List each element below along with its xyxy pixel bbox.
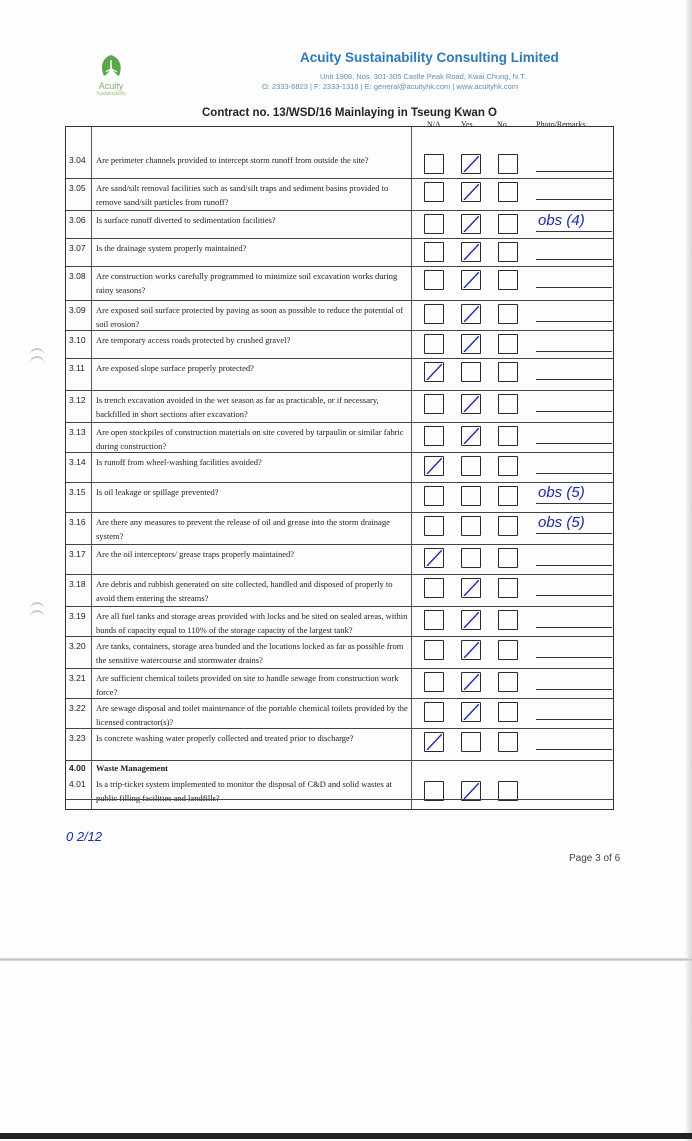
row-divider bbox=[66, 358, 613, 359]
remarks-line bbox=[536, 533, 612, 534]
checkbox-no[interactable] bbox=[498, 732, 518, 752]
row-divider bbox=[66, 390, 613, 391]
scan-fold-line bbox=[0, 958, 692, 961]
checkbox-na[interactable] bbox=[424, 548, 444, 568]
checkbox-yes[interactable] bbox=[461, 242, 481, 262]
remarks-line bbox=[536, 595, 612, 596]
col-header-no: No bbox=[497, 120, 507, 129]
checkbox-yes[interactable] bbox=[461, 426, 481, 446]
scan-bottom-edge bbox=[0, 1133, 692, 1139]
checkbox-no[interactable] bbox=[498, 486, 518, 506]
company-address: Unit 1908, Nos. 301-305 Castle Peak Road, Kwai Chung, N.T. bbox=[320, 72, 526, 81]
item-question: Are sewage disposal and toilet maintenance of the portable chemical toilets provided by the licensed contractor(s)? bbox=[96, 703, 408, 727]
checklist-table bbox=[65, 126, 614, 810]
col-header-na: N/A bbox=[427, 120, 441, 129]
checkbox-na[interactable] bbox=[424, 732, 444, 752]
checkbox-yes[interactable] bbox=[461, 672, 481, 692]
row-divider bbox=[66, 422, 613, 423]
item-question: Are tanks, containers, storage area bunded and the locations locked as far as possible from the sensitive watercourse and stormwater drains? bbox=[96, 641, 404, 665]
row-divider bbox=[66, 668, 613, 669]
pen-tick-mark bbox=[463, 704, 479, 720]
item-question: Is surface runoff diverted to sedimentation facilities? bbox=[96, 215, 276, 225]
pen-tick-mark bbox=[463, 674, 479, 690]
col-header-remarks: Photo/Remarks bbox=[536, 120, 586, 129]
remarks-line bbox=[536, 749, 612, 750]
checkbox-na[interactable] bbox=[424, 426, 444, 446]
checkbox-no[interactable] bbox=[498, 640, 518, 660]
row-divider bbox=[66, 482, 613, 483]
checkbox-yes[interactable] bbox=[461, 304, 481, 324]
row-divider bbox=[66, 574, 613, 575]
remarks-line bbox=[536, 411, 612, 412]
remarks-line bbox=[536, 351, 612, 352]
col-header-yes: Yes bbox=[461, 120, 473, 129]
pen-tick-mark bbox=[463, 336, 479, 352]
item-question: Are there any measures to prevent the release of oil and grease into the storm drainage system? bbox=[96, 517, 390, 541]
item-number: 3.16 bbox=[69, 517, 86, 527]
pen-tick-mark bbox=[463, 428, 479, 444]
pen-tick-mark bbox=[463, 216, 479, 232]
item-number: 4.01 bbox=[69, 779, 86, 789]
checkbox-na[interactable] bbox=[424, 154, 444, 174]
row-divider bbox=[66, 728, 613, 729]
punch-hole-mark bbox=[30, 356, 44, 366]
checkbox-yes[interactable] bbox=[461, 270, 481, 290]
checkbox-yes[interactable] bbox=[461, 781, 481, 801]
item-question: Is a trip-ticket system implemented to monitor the disposal of C&D and solid wastes at public filling facilities and landfills? bbox=[96, 779, 393, 803]
item-number: 3.13 bbox=[69, 427, 86, 437]
item-number: 3.17 bbox=[69, 549, 86, 559]
item-question: Are exposed soil surface protected by paving as soon as possible to reduce the potential of soil erosion? bbox=[96, 305, 404, 329]
remarks-line bbox=[536, 379, 612, 380]
item-question: Is concrete washing water properly collected and treated prior to discharge? bbox=[96, 733, 354, 743]
checkbox-yes[interactable] bbox=[461, 214, 481, 234]
contract-title: Contract no. 13/WSD/16 Mainlaying in Tseung Kwan O bbox=[202, 107, 497, 119]
item-number: 3.14 bbox=[69, 457, 86, 467]
item-question: Are perimeter channels provided to intercept storm runoff from outside the site? bbox=[96, 155, 369, 165]
checkbox-no[interactable] bbox=[498, 781, 518, 801]
checkbox-no[interactable] bbox=[498, 394, 518, 414]
pen-tick-mark bbox=[463, 184, 479, 200]
logo-word: Acuity bbox=[98, 81, 124, 91]
checkbox-na[interactable] bbox=[424, 610, 444, 630]
item-question: Is the drainage system properly maintained? bbox=[96, 243, 247, 253]
section-title: Waste Management bbox=[96, 763, 169, 773]
row-divider bbox=[66, 698, 613, 699]
remarks-line bbox=[536, 321, 612, 322]
company-logo bbox=[86, 52, 136, 107]
remarks-line bbox=[536, 259, 612, 260]
item-question: Are construction works carefully programmed to minimize soil excavation works during rainy seasons? bbox=[96, 271, 398, 295]
checkbox-yes[interactable] bbox=[461, 394, 481, 414]
checkbox-yes[interactable] bbox=[461, 154, 481, 174]
checkbox-na[interactable] bbox=[424, 516, 444, 536]
item-question: Is trench excavation avoided in the wet season as far as practicable, or if necessary, backfilled in short sections after excavation? bbox=[96, 395, 379, 419]
punch-hole-mark bbox=[30, 610, 44, 620]
item-question: Are debris and rubbish generated on site collected, handled and disposed of properly to avoid them entering the streams? bbox=[96, 579, 393, 603]
item-question: Are exposed slope surface properly protected? bbox=[96, 363, 254, 373]
handwritten-remark: obs (5) bbox=[538, 514, 585, 531]
item-number: 3.22 bbox=[69, 703, 86, 713]
checkbox-no[interactable] bbox=[498, 334, 518, 354]
checkbox-yes[interactable] bbox=[461, 182, 481, 202]
item-number: 3.04 bbox=[69, 155, 86, 165]
pen-tick-mark bbox=[426, 550, 442, 566]
row-divider bbox=[66, 300, 613, 301]
checkbox-yes[interactable] bbox=[461, 548, 481, 568]
checkbox-na[interactable] bbox=[424, 486, 444, 506]
checkbox-na[interactable] bbox=[424, 214, 444, 234]
remarks-line bbox=[536, 171, 612, 172]
checkbox-na[interactable] bbox=[424, 702, 444, 722]
item-question: Is oil leakage or spillage prevented? bbox=[96, 487, 219, 497]
item-question: Are the oil interceptors/ grease traps properly maintained? bbox=[96, 549, 295, 559]
item-number: 3.19 bbox=[69, 611, 86, 621]
pen-tick-mark bbox=[426, 364, 442, 380]
item-number: 3.05 bbox=[69, 183, 86, 193]
handwritten-note: 0 2/12 bbox=[66, 829, 103, 844]
checkbox-na[interactable] bbox=[424, 242, 444, 262]
row-divider bbox=[66, 210, 613, 211]
checkbox-no[interactable] bbox=[498, 548, 518, 568]
checkbox-no[interactable] bbox=[498, 242, 518, 262]
company-name: Acuity Sustainability Consulting Limited bbox=[300, 50, 559, 65]
pen-tick-mark bbox=[463, 244, 479, 260]
checkbox-yes[interactable] bbox=[461, 486, 481, 506]
checkbox-no[interactable] bbox=[498, 702, 518, 722]
checkbox-yes[interactable] bbox=[461, 516, 481, 536]
checkbox-no[interactable] bbox=[498, 672, 518, 692]
logo-subword: Sustainability bbox=[96, 91, 126, 97]
remarks-line bbox=[536, 503, 612, 504]
remarks-line bbox=[536, 231, 612, 232]
checkbox-yes[interactable] bbox=[461, 578, 481, 598]
item-question: Are all fuel tanks and storage areas provided with locks and be sited on sealed areas, within bunds of capacity equal to 110% of the storage capacity of the largest tank? bbox=[96, 611, 408, 635]
leaf-logo-icon bbox=[96, 52, 126, 82]
checkbox-na[interactable] bbox=[424, 304, 444, 324]
row-divider bbox=[66, 178, 613, 179]
item-number: 3.18 bbox=[69, 579, 86, 589]
remarks-line bbox=[536, 565, 612, 566]
checkbox-yes[interactable] bbox=[461, 702, 481, 722]
checkbox-no[interactable] bbox=[498, 304, 518, 324]
checkbox-yes[interactable] bbox=[461, 732, 481, 752]
checkbox-no[interactable] bbox=[498, 516, 518, 536]
remarks-line bbox=[536, 689, 612, 690]
row-divider bbox=[66, 636, 613, 637]
item-question: Are open stockpiles of construction materials on site covered by tarpaulin or similar fabric during construction? bbox=[96, 427, 404, 451]
remarks-line bbox=[536, 473, 612, 474]
item-question: Are temporary access roads protected by crushed gravel? bbox=[96, 335, 291, 345]
checkbox-na[interactable] bbox=[424, 456, 444, 476]
item-number: 3.23 bbox=[69, 733, 86, 743]
row-divider bbox=[66, 544, 613, 545]
row-divider bbox=[66, 266, 613, 267]
checkbox-no[interactable] bbox=[498, 154, 518, 174]
pen-tick-mark bbox=[463, 642, 479, 658]
checkbox-yes[interactable] bbox=[461, 362, 481, 382]
checkbox-no[interactable] bbox=[498, 610, 518, 630]
pen-tick-mark bbox=[463, 306, 479, 322]
checkbox-no[interactable] bbox=[498, 456, 518, 476]
item-number: 3.06 bbox=[69, 215, 86, 225]
remarks-line bbox=[536, 719, 612, 720]
item-number: 3.20 bbox=[69, 641, 86, 651]
handwritten-remark: obs (4) bbox=[538, 212, 585, 229]
handwritten-remark: obs (5) bbox=[538, 484, 585, 501]
item-question: Is runoff from wheel-washing facilities avoided? bbox=[96, 457, 262, 467]
row-divider bbox=[66, 238, 613, 239]
checkbox-na[interactable] bbox=[424, 394, 444, 414]
pen-tick-mark bbox=[463, 783, 479, 799]
row-divider bbox=[66, 512, 613, 513]
scan-edge bbox=[684, 0, 692, 1141]
pen-tick-mark bbox=[463, 156, 479, 172]
remarks-line bbox=[536, 287, 612, 288]
checkbox-na[interactable] bbox=[424, 182, 444, 202]
checkbox-na[interactable] bbox=[424, 672, 444, 692]
row-divider bbox=[66, 452, 613, 453]
item-number: 3.10 bbox=[69, 335, 86, 345]
item-question: Are sufficient chemical toilets provided on site to handle sewage from construction work force? bbox=[96, 673, 399, 697]
checkbox-na[interactable] bbox=[424, 362, 444, 382]
pen-tick-mark bbox=[463, 396, 479, 412]
item-number: 3.21 bbox=[69, 673, 86, 683]
item-question: Are sand/silt removal facilities such as sand/silt traps and sediment basins provided to remove sand/silt particles from runoff? bbox=[96, 183, 389, 207]
item-number: 3.15 bbox=[69, 487, 86, 497]
pen-tick-mark bbox=[463, 580, 479, 596]
checkbox-no[interactable] bbox=[498, 578, 518, 598]
pen-tick-mark bbox=[426, 458, 442, 474]
checkbox-no[interactable] bbox=[498, 214, 518, 234]
pen-tick-mark bbox=[463, 272, 479, 288]
item-number: 3.12 bbox=[69, 395, 86, 405]
checkbox-na[interactable] bbox=[424, 781, 444, 801]
remarks-line bbox=[536, 443, 612, 444]
checkbox-no[interactable] bbox=[498, 426, 518, 446]
item-number: 3.11 bbox=[69, 363, 85, 373]
col-divider bbox=[91, 127, 92, 809]
row-divider bbox=[66, 799, 613, 800]
company-contact: O: 2333-6823 | F: 2333-1316 | E: general@acuityhk.com | www.acuityhk.com bbox=[262, 82, 519, 91]
section-number: 4.00 bbox=[69, 763, 86, 773]
checkbox-na[interactable] bbox=[424, 578, 444, 598]
pen-tick-mark bbox=[426, 734, 442, 750]
checkbox-na[interactable] bbox=[424, 270, 444, 290]
checkbox-no[interactable] bbox=[498, 270, 518, 290]
row-divider bbox=[66, 606, 613, 607]
checkbox-yes[interactable] bbox=[461, 640, 481, 660]
checkbox-na[interactable] bbox=[424, 334, 444, 354]
row-divider bbox=[66, 330, 613, 331]
checkbox-no[interactable] bbox=[498, 182, 518, 202]
checkbox-yes[interactable] bbox=[461, 456, 481, 476]
checkbox-yes[interactable] bbox=[461, 610, 481, 630]
remarks-line bbox=[536, 627, 612, 628]
remarks-line bbox=[536, 199, 612, 200]
item-number: 3.09 bbox=[69, 305, 86, 315]
remarks-line bbox=[536, 657, 612, 658]
item-number: 3.08 bbox=[69, 271, 86, 281]
item-number: 3.07 bbox=[69, 243, 86, 253]
pen-tick-mark bbox=[463, 612, 479, 628]
page-number: Page 3 of 6 bbox=[569, 853, 621, 864]
checkbox-na[interactable] bbox=[424, 640, 444, 660]
checkbox-yes[interactable] bbox=[461, 334, 481, 354]
checkbox-no[interactable] bbox=[498, 362, 518, 382]
